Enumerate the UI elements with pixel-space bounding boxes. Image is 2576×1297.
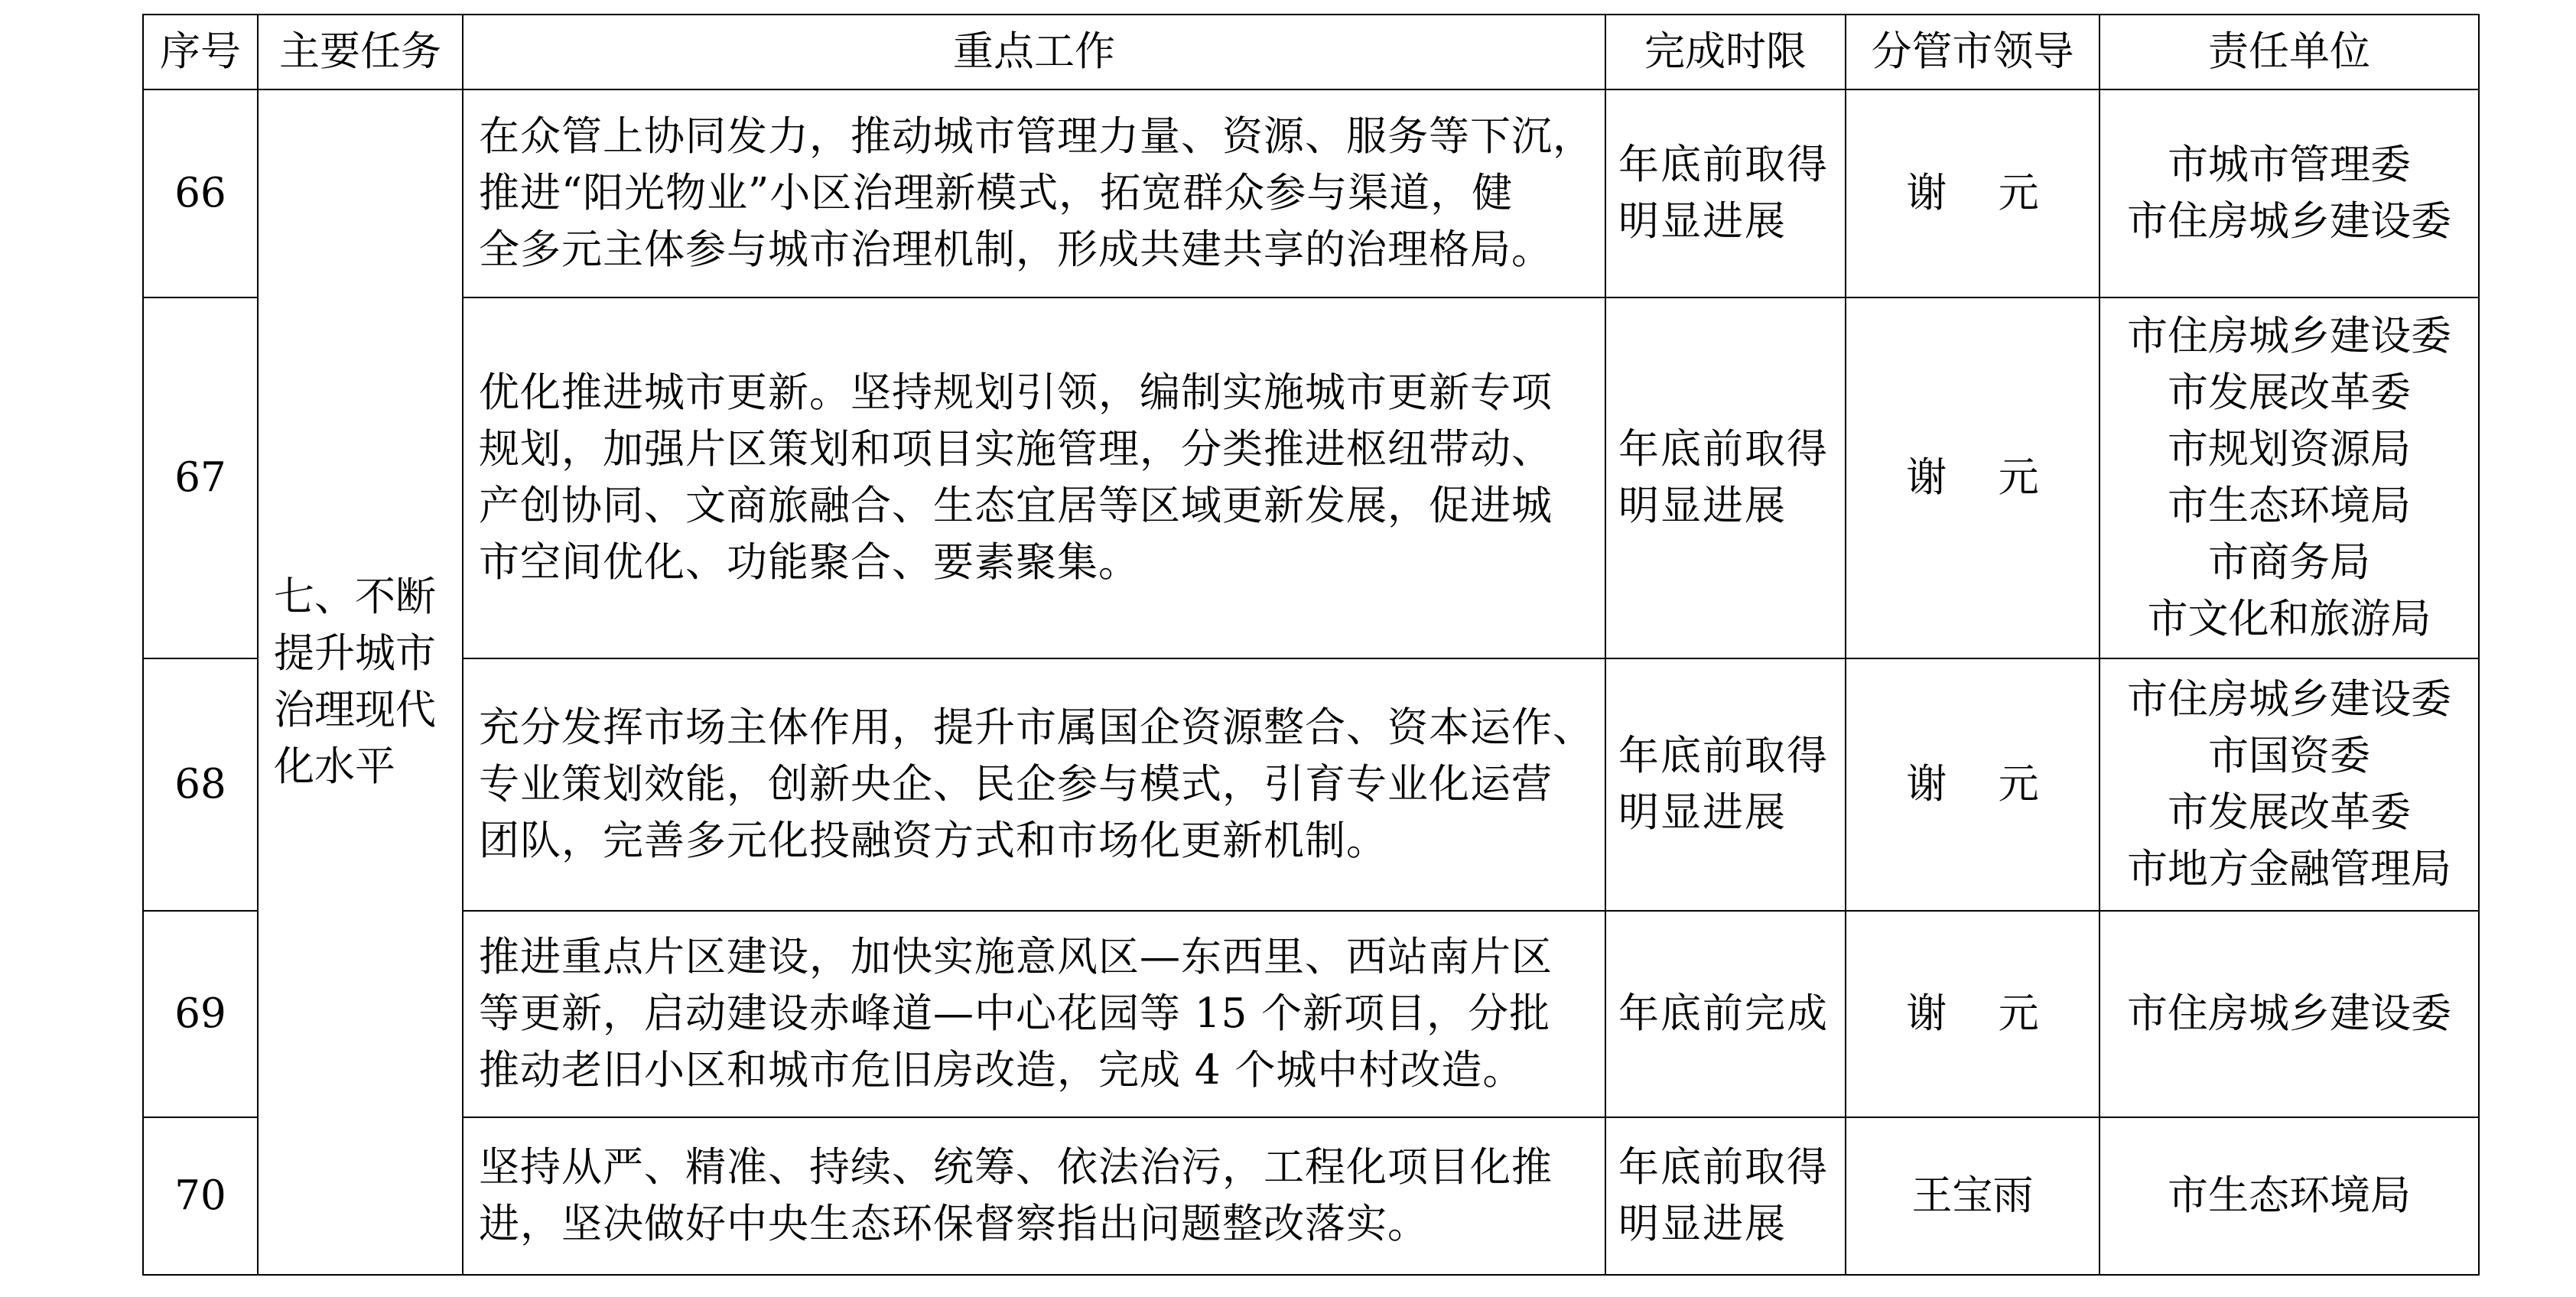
- deadline-line: 年底前取得: [1618, 1144, 1829, 1191]
- deadline-cell: [1605, 658, 1846, 911]
- key-work-line: 在众管上协同发力，推动城市管理力量、资源、服务等下沉，: [479, 113, 1594, 160]
- key-work-cell: [463, 89, 1605, 297]
- deadline-cell: [1605, 1117, 1846, 1275]
- key-work-cell: [463, 658, 1605, 911]
- row-number: 68: [143, 658, 258, 911]
- leader-cell: 谢 元: [1846, 89, 2100, 297]
- unit-cell: [2100, 911, 2479, 1117]
- key-work-cell: [463, 297, 1605, 658]
- unit-line: 市地方金融管理局: [2127, 846, 2451, 892]
- key-work-line: 充分发挥市场主体作用，提升市属国企资源整合、资本运作、: [479, 704, 1594, 751]
- key-work-line: 等更新，启动建设赤峰道—中心花园等 15 个新项目，分批: [479, 990, 1551, 1037]
- main-task-line: 七、不断: [274, 574, 436, 620]
- unit-line: 市商务局: [2208, 539, 2370, 586]
- leader-cell: 谢 元: [1846, 911, 2100, 1117]
- deadline-line: 年底前取得: [1618, 426, 1829, 473]
- header-deadline: 完成时限: [1605, 15, 1846, 89]
- main-task-line: 治理现代: [274, 687, 436, 733]
- main-task-line: 提升城市: [274, 630, 436, 677]
- deadline-line: 年底前取得: [1618, 733, 1829, 779]
- unit-line: 市国资委: [2208, 733, 2370, 779]
- table-row: [143, 297, 2479, 658]
- header-key-work: 重点工作: [463, 15, 1605, 89]
- key-work-line: 规划，加强片区策划和项目实施管理，分类推进枢纽带动、: [479, 426, 1553, 473]
- unit-line: 市住房城乡建设委: [2127, 676, 2451, 723]
- header-row: [143, 15, 2479, 89]
- key-work-line: 推进重点片区建设，加快实施意风区—东西里、西站南片区: [479, 934, 1553, 980]
- key-work-line: 坚持从严、精准、持续、统筹、依法治污，工程化项目化推: [479, 1144, 1553, 1191]
- unit-line: 市规划资源局: [2168, 426, 2411, 473]
- unit-line: 市生态环境局: [2168, 483, 2411, 529]
- key-work-line: 进，坚决做好中央生态环保督察指出问题整改落实。: [479, 1201, 1429, 1247]
- leader-cell: 王宝雨: [1846, 1117, 2100, 1275]
- unit-line: 市发展改革委: [2168, 789, 2411, 836]
- unit-cell: [2100, 297, 2479, 658]
- task-table: [142, 14, 2480, 1276]
- main-task-line: 化水平: [274, 743, 395, 790]
- table-row: [143, 658, 2479, 911]
- key-work-line: 推动老旧小区和城市危旧房改造，完成 4 个城中村改造。: [479, 1047, 1524, 1094]
- deadline-line: 年底前完成: [1618, 990, 1829, 1037]
- unit-line: 市文化和旅游局: [2147, 596, 2431, 642]
- table-row: [143, 1117, 2479, 1275]
- key-work-line: 市空间优化、功能聚合、要素聚集。: [479, 539, 1140, 586]
- row-number: 66: [143, 89, 258, 297]
- key-work-cell: [463, 1117, 1605, 1275]
- unit-line: 市城市管理委: [2168, 141, 2411, 188]
- unit-cell: [2100, 1117, 2479, 1275]
- unit-cell: [2100, 658, 2479, 911]
- deadline-line: 明显进展: [1618, 789, 1787, 836]
- key-work-line: 推进“阳光物业”小区治理新模式，拓宽群众参与渠道，健: [479, 170, 1514, 216]
- leader-cell: 谢 元: [1846, 658, 2100, 911]
- header-leader: 分管市领导: [1846, 15, 2100, 89]
- table-row: [143, 911, 2479, 1117]
- key-work-line: 优化推进城市更新。坚持规划引领，编制实施城市更新专项: [479, 369, 1553, 416]
- unit-line: 市发展改革委: [2168, 369, 2411, 416]
- header-responsible-unit: 责任单位: [2100, 15, 2479, 89]
- deadline-line: 明显进展: [1618, 198, 1787, 245]
- unit-line: 市住房城乡建设委: [2127, 198, 2451, 245]
- unit-line: 市生态环境局: [2168, 1172, 2411, 1219]
- header-main-task: 主要任务: [258, 15, 463, 89]
- deadline-line: 年底前取得: [1618, 141, 1829, 188]
- unit-line: 市住房城乡建设委: [2127, 990, 2451, 1037]
- deadline-cell: [1605, 297, 1846, 658]
- row-number: 67: [143, 297, 258, 658]
- header-serial: 序号: [143, 15, 258, 89]
- main-task-cell: [258, 89, 463, 1275]
- row-number: 70: [143, 1117, 258, 1275]
- key-work-line: 团队，完善多元化投融资方式和市场化更新机制。: [479, 818, 1387, 864]
- unit-cell: [2100, 89, 2479, 297]
- deadline-line: 明显进展: [1618, 483, 1787, 529]
- deadline-line: 明显进展: [1618, 1201, 1787, 1247]
- key-work-line: 全多元主体参与城市治理机制，形成共建共享的治理格局。: [479, 226, 1553, 273]
- deadline-cell: [1605, 911, 1846, 1117]
- unit-line: 市住房城乡建设委: [2127, 313, 2451, 359]
- deadline-cell: [1605, 89, 1846, 297]
- table-row: [143, 89, 2479, 297]
- row-number: 69: [143, 911, 258, 1117]
- key-work-line: 产创协同、文商旅融合、生态宜居等区域更新发展，促进城: [479, 483, 1553, 529]
- leader-cell: 谢 元: [1846, 297, 2100, 658]
- key-work-line: 专业策划效能，创新央企、民企参与模式，引育专业化运营: [479, 761, 1553, 808]
- key-work-cell: [463, 911, 1605, 1117]
